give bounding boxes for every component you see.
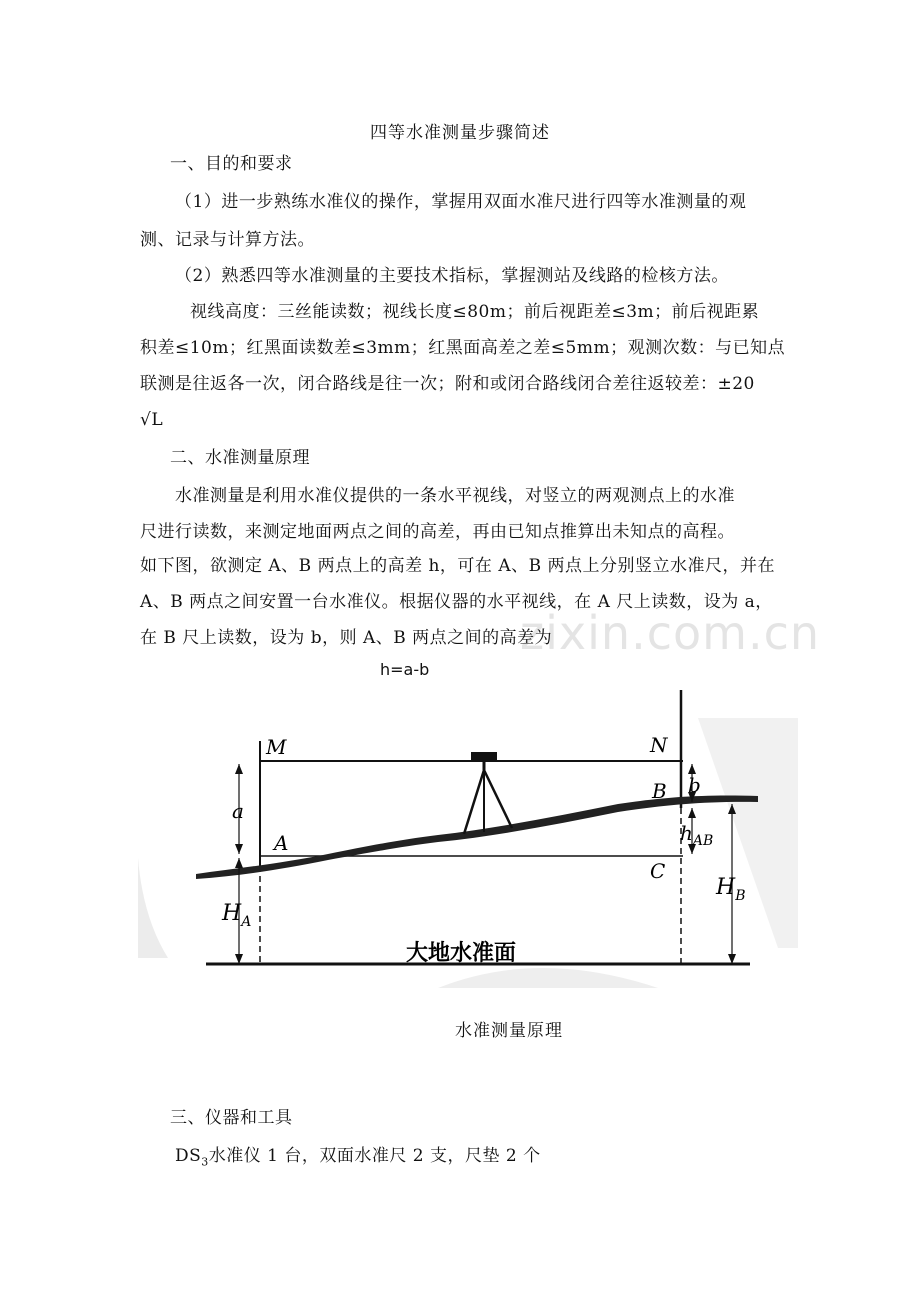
- dimension-a-arrow-top: [235, 764, 243, 774]
- section-3-heading: 三、仪器和工具: [170, 1108, 293, 1128]
- paragraph-4-line-3: 如下图，欲测定 A、B 两点上的高差 h，可在 A、B 两点上分别竖立水准尺，并在: [140, 556, 776, 576]
- figure-bg-shape-left: [138, 858, 168, 958]
- leveling-principle-figure: [138, 688, 808, 988]
- level-instrument: [471, 752, 497, 760]
- label-hab: [680, 821, 713, 849]
- label-point-c: C: [650, 859, 666, 883]
- section-2-heading: 二、水准测量原理: [170, 448, 310, 468]
- label-datum: 大地水准面: [406, 940, 517, 966]
- label-hab-sub: AB: [692, 833, 714, 849]
- watermark: zixin.com.cn: [520, 606, 821, 660]
- tools-line: [175, 1138, 825, 1180]
- dimension-ha-arrow-top: [235, 858, 243, 868]
- figure-caption: 水准测量原理: [455, 1021, 563, 1041]
- label-b-reading: b: [688, 773, 701, 797]
- paragraph-3-line-1: 视线高度：三丝能读数；视线长度≤80m；前后视距差≤3m；前后视距累: [190, 302, 760, 322]
- paragraph-4-line-5: 在 B 尺上读数，设为 b，则 A、B 两点之间的高差为: [140, 628, 553, 648]
- paragraph-3-line-3: 联测是往返各一次，闭合路线是往一次；附和或闭合路线闭合差往返较差：±20: [140, 374, 755, 394]
- tripod-leg-left: [464, 770, 484, 834]
- tripod-leg-right: [484, 770, 512, 828]
- document-title: 四等水准测量步骤简述: [370, 123, 550, 143]
- paragraph-3-line-4: √L: [140, 410, 164, 430]
- paragraph-1-line-2: 测、记录与计算方法。: [140, 230, 315, 250]
- paragraph-3-line-2: 积差≤10m；红黑面读数差≤3mm；红黑面高差之差≤5mm；观测次数：与已知点: [140, 338, 786, 358]
- height-difference-formula: h=a-b: [380, 660, 430, 679]
- dimension-hab-arrow-top: [688, 808, 696, 818]
- paragraph-1-line-1: （1）进一步熟练水准仪的操作，掌握用双面水准尺进行四等水准测量的观: [175, 192, 747, 212]
- paragraph-2: （2）熟悉四等水准测量的主要技术指标，掌握测站及线路的检核方法。: [175, 266, 729, 286]
- dimension-a-arrow-bottom: [235, 844, 243, 854]
- label-n: N: [650, 733, 668, 757]
- label-ha-sub: A: [241, 914, 252, 930]
- tools-subscript: 3: [201, 1155, 209, 1169]
- figure-bg-shape-bottom: [438, 968, 658, 988]
- label-point-b: B: [652, 779, 667, 803]
- label-a-reading: a: [232, 799, 244, 823]
- label-m: M: [266, 735, 287, 759]
- label-hb-main: H: [716, 875, 736, 900]
- section-1-heading: 一、目的和要求: [170, 154, 293, 174]
- tools-prefix: DS: [175, 1146, 202, 1166]
- tools-rest: 水准仪 1 台，双面水准尺 2 支，尺垫 2 个: [208, 1146, 541, 1166]
- label-ha: [221, 901, 251, 930]
- label-hb: [715, 875, 745, 904]
- label-ha-main: H: [222, 901, 242, 926]
- label-point-a: A: [274, 831, 289, 855]
- label-hab-main: h: [680, 821, 693, 845]
- label-hb-sub: B: [735, 888, 746, 904]
- paragraph-4-line-1: 水准测量是利用水准仪提供的一条水平视线，对竖立的两观测点上的水准: [175, 486, 735, 506]
- paragraph-4-line-4: A、B 两点之间安置一台水准仪。根据仪器的水平视线，在 A 尺上读数，设为 a，: [140, 592, 773, 612]
- paragraph-4-line-2: 尺进行读数，来测定地面两点之间的高差，再由已知点推算出未知点的高程。: [140, 522, 735, 542]
